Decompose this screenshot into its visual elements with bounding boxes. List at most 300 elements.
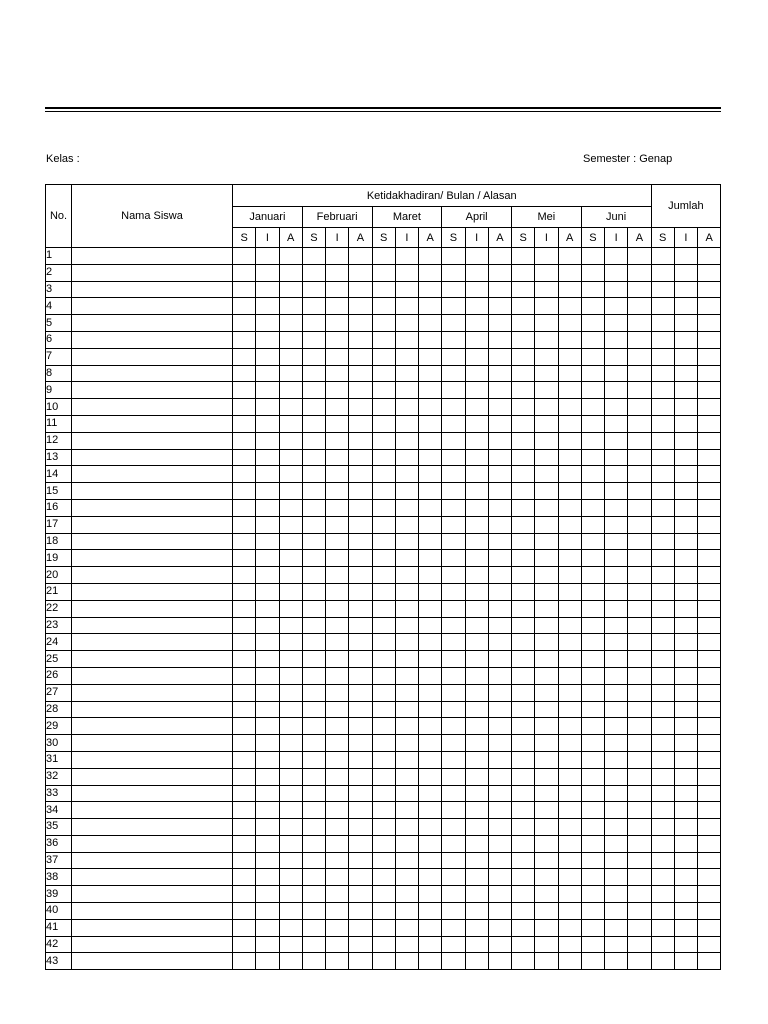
absence-cell[interactable] (698, 953, 721, 970)
absence-cell[interactable] (465, 348, 488, 365)
absence-cell[interactable] (349, 667, 372, 684)
absence-cell[interactable] (256, 936, 279, 953)
absence-cell[interactable] (488, 852, 511, 869)
absence-cell[interactable] (372, 264, 395, 281)
absence-cell[interactable] (698, 701, 721, 718)
absence-cell[interactable] (279, 248, 302, 265)
absence-cell[interactable] (698, 516, 721, 533)
absence-cell[interactable] (395, 432, 418, 449)
absence-cell[interactable] (465, 634, 488, 651)
absence-cell[interactable] (256, 399, 279, 416)
absence-cell[interactable] (256, 264, 279, 281)
absence-cell[interactable] (628, 315, 651, 332)
absence-cell[interactable] (419, 785, 442, 802)
absence-cell[interactable] (465, 718, 488, 735)
absence-cell[interactable] (581, 835, 604, 852)
absence-cell[interactable] (256, 852, 279, 869)
absence-cell[interactable] (651, 331, 674, 348)
absence-cell[interactable] (465, 735, 488, 752)
absence-cell[interactable] (442, 634, 465, 651)
absence-cell[interactable] (326, 751, 349, 768)
absence-cell[interactable] (279, 617, 302, 634)
absence-cell[interactable] (256, 768, 279, 785)
absence-cell[interactable] (279, 449, 302, 466)
absence-cell[interactable] (558, 802, 581, 819)
absence-cell[interactable] (349, 869, 372, 886)
absence-cell[interactable] (465, 953, 488, 970)
absence-cell[interactable] (465, 802, 488, 819)
absence-cell[interactable] (419, 684, 442, 701)
absence-cell[interactable] (535, 651, 558, 668)
absence-cell[interactable] (279, 802, 302, 819)
absence-cell[interactable] (605, 281, 628, 298)
absence-cell[interactable] (581, 634, 604, 651)
absence-cell[interactable] (326, 499, 349, 516)
absence-cell[interactable] (581, 751, 604, 768)
absence-cell[interactable] (558, 499, 581, 516)
absence-cell[interactable] (395, 516, 418, 533)
absence-cell[interactable] (698, 852, 721, 869)
absence-cell[interactable] (651, 785, 674, 802)
absence-cell[interactable] (581, 315, 604, 332)
absence-cell[interactable] (442, 483, 465, 500)
absence-cell[interactable] (279, 852, 302, 869)
absence-cell[interactable] (674, 953, 697, 970)
absence-cell[interactable] (233, 684, 256, 701)
absence-cell[interactable] (233, 886, 256, 903)
absence-cell[interactable] (279, 415, 302, 432)
absence-cell[interactable] (698, 348, 721, 365)
absence-cell[interactable] (465, 533, 488, 550)
absence-cell[interactable] (698, 533, 721, 550)
absence-cell[interactable] (326, 953, 349, 970)
absence-cell[interactable] (372, 953, 395, 970)
absence-cell[interactable] (698, 651, 721, 668)
absence-cell[interactable] (349, 483, 372, 500)
absence-cell[interactable] (302, 600, 325, 617)
absence-cell[interactable] (302, 634, 325, 651)
absence-cell[interactable] (233, 533, 256, 550)
absence-cell[interactable] (605, 382, 628, 399)
absence-cell[interactable] (256, 281, 279, 298)
absence-cell[interactable] (651, 886, 674, 903)
absence-cell[interactable] (302, 953, 325, 970)
absence-cell[interactable] (605, 298, 628, 315)
absence-cell[interactable] (698, 751, 721, 768)
absence-cell[interactable] (302, 718, 325, 735)
absence-cell[interactable] (674, 701, 697, 718)
absence-cell[interactable] (488, 667, 511, 684)
absence-cell[interactable] (535, 919, 558, 936)
absence-cell[interactable] (256, 718, 279, 735)
absence-cell[interactable] (256, 735, 279, 752)
absence-cell[interactable] (419, 802, 442, 819)
absence-cell[interactable] (419, 449, 442, 466)
absence-cell[interactable] (605, 667, 628, 684)
absence-cell[interactable] (535, 516, 558, 533)
absence-cell[interactable] (256, 466, 279, 483)
absence-cell[interactable] (581, 600, 604, 617)
absence-cell[interactable] (279, 466, 302, 483)
absence-cell[interactable] (302, 348, 325, 365)
absence-cell[interactable] (256, 348, 279, 365)
absence-cell[interactable] (279, 331, 302, 348)
absence-cell[interactable] (395, 835, 418, 852)
absence-cell[interactable] (256, 600, 279, 617)
absence-cell[interactable] (698, 684, 721, 701)
absence-cell[interactable] (419, 248, 442, 265)
absence-cell[interactable] (512, 785, 535, 802)
absence-cell[interactable] (558, 835, 581, 852)
absence-cell[interactable] (326, 869, 349, 886)
absence-cell[interactable] (349, 315, 372, 332)
absence-cell[interactable] (535, 264, 558, 281)
absence-cell[interactable] (349, 802, 372, 819)
absence-cell[interactable] (651, 751, 674, 768)
absence-cell[interactable] (651, 516, 674, 533)
absence-cell[interactable] (512, 768, 535, 785)
absence-cell[interactable] (535, 550, 558, 567)
absence-cell[interactable] (233, 701, 256, 718)
absence-cell[interactable] (674, 516, 697, 533)
absence-cell[interactable] (674, 751, 697, 768)
student-name-cell[interactable] (72, 667, 233, 684)
absence-cell[interactable] (465, 281, 488, 298)
absence-cell[interactable] (326, 533, 349, 550)
absence-cell[interactable] (674, 718, 697, 735)
absence-cell[interactable] (326, 466, 349, 483)
absence-cell[interactable] (395, 919, 418, 936)
absence-cell[interactable] (674, 634, 697, 651)
absence-cell[interactable] (558, 449, 581, 466)
absence-cell[interactable] (512, 281, 535, 298)
absence-cell[interactable] (488, 617, 511, 634)
absence-cell[interactable] (535, 483, 558, 500)
student-name-cell[interactable] (72, 802, 233, 819)
absence-cell[interactable] (326, 802, 349, 819)
absence-cell[interactable] (512, 953, 535, 970)
absence-cell[interactable] (605, 651, 628, 668)
absence-cell[interactable] (674, 331, 697, 348)
absence-cell[interactable] (419, 348, 442, 365)
absence-cell[interactable] (605, 567, 628, 584)
student-name-cell[interactable] (72, 348, 233, 365)
absence-cell[interactable] (302, 483, 325, 500)
absence-cell[interactable] (256, 617, 279, 634)
student-name-cell[interactable] (72, 751, 233, 768)
absence-cell[interactable] (233, 802, 256, 819)
absence-cell[interactable] (535, 735, 558, 752)
absence-cell[interactable] (442, 835, 465, 852)
absence-cell[interactable] (302, 617, 325, 634)
absence-cell[interactable] (674, 264, 697, 281)
student-name-cell[interactable] (72, 365, 233, 382)
student-name-cell[interactable] (72, 315, 233, 332)
absence-cell[interactable] (349, 298, 372, 315)
absence-cell[interactable] (372, 600, 395, 617)
absence-cell[interactable] (349, 768, 372, 785)
absence-cell[interactable] (512, 651, 535, 668)
absence-cell[interactable] (442, 903, 465, 920)
absence-cell[interactable] (372, 651, 395, 668)
absence-cell[interactable] (488, 600, 511, 617)
absence-cell[interactable] (395, 567, 418, 584)
absence-cell[interactable] (326, 399, 349, 416)
absence-cell[interactable] (488, 785, 511, 802)
absence-cell[interactable] (465, 315, 488, 332)
absence-cell[interactable] (442, 533, 465, 550)
absence-cell[interactable] (233, 516, 256, 533)
absence-cell[interactable] (628, 415, 651, 432)
absence-cell[interactable] (372, 365, 395, 382)
absence-cell[interactable] (233, 499, 256, 516)
absence-cell[interactable] (512, 315, 535, 332)
absence-cell[interactable] (372, 684, 395, 701)
absence-cell[interactable] (372, 802, 395, 819)
absence-cell[interactable] (256, 533, 279, 550)
absence-cell[interactable] (256, 516, 279, 533)
absence-cell[interactable] (674, 802, 697, 819)
absence-cell[interactable] (628, 718, 651, 735)
absence-cell[interactable] (581, 735, 604, 752)
absence-cell[interactable] (326, 315, 349, 332)
absence-cell[interactable] (442, 331, 465, 348)
absence-cell[interactable] (233, 617, 256, 634)
absence-cell[interactable] (256, 298, 279, 315)
absence-cell[interactable] (233, 315, 256, 332)
absence-cell[interactable] (395, 331, 418, 348)
absence-cell[interactable] (674, 617, 697, 634)
absence-cell[interactable] (302, 550, 325, 567)
absence-cell[interactable] (512, 718, 535, 735)
absence-cell[interactable] (698, 667, 721, 684)
absence-cell[interactable] (581, 382, 604, 399)
absence-cell[interactable] (395, 483, 418, 500)
absence-cell[interactable] (512, 382, 535, 399)
absence-cell[interactable] (419, 919, 442, 936)
absence-cell[interactable] (419, 701, 442, 718)
student-name-cell[interactable] (72, 331, 233, 348)
absence-cell[interactable] (628, 399, 651, 416)
absence-cell[interactable] (674, 667, 697, 684)
student-name-cell[interactable] (72, 919, 233, 936)
absence-cell[interactable] (581, 802, 604, 819)
absence-cell[interactable] (581, 348, 604, 365)
absence-cell[interactable] (233, 919, 256, 936)
absence-cell[interactable] (326, 264, 349, 281)
absence-cell[interactable] (605, 550, 628, 567)
absence-cell[interactable] (605, 248, 628, 265)
absence-cell[interactable] (233, 583, 256, 600)
student-name-cell[interactable] (72, 533, 233, 550)
absence-cell[interactable] (442, 886, 465, 903)
absence-cell[interactable] (628, 281, 651, 298)
absence-cell[interactable] (279, 785, 302, 802)
absence-cell[interactable] (279, 348, 302, 365)
student-name-cell[interactable] (72, 903, 233, 920)
absence-cell[interactable] (233, 819, 256, 836)
absence-cell[interactable] (395, 315, 418, 332)
absence-cell[interactable] (326, 735, 349, 752)
absence-cell[interactable] (488, 432, 511, 449)
absence-cell[interactable] (419, 936, 442, 953)
absence-cell[interactable] (256, 953, 279, 970)
student-name-cell[interactable] (72, 852, 233, 869)
absence-cell[interactable] (581, 248, 604, 265)
absence-cell[interactable] (326, 819, 349, 836)
absence-cell[interactable] (302, 835, 325, 852)
absence-cell[interactable] (326, 483, 349, 500)
absence-cell[interactable] (558, 600, 581, 617)
absence-cell[interactable] (256, 415, 279, 432)
absence-cell[interactable] (651, 802, 674, 819)
absence-cell[interactable] (395, 953, 418, 970)
absence-cell[interactable] (535, 331, 558, 348)
absence-cell[interactable] (419, 264, 442, 281)
absence-cell[interactable] (558, 331, 581, 348)
absence-cell[interactable] (605, 684, 628, 701)
absence-cell[interactable] (698, 634, 721, 651)
absence-cell[interactable] (651, 819, 674, 836)
absence-cell[interactable] (465, 936, 488, 953)
absence-cell[interactable] (581, 365, 604, 382)
absence-cell[interactable] (465, 432, 488, 449)
absence-cell[interactable] (698, 869, 721, 886)
absence-cell[interactable] (698, 735, 721, 752)
student-name-cell[interactable] (72, 835, 233, 852)
absence-cell[interactable] (395, 651, 418, 668)
absence-cell[interactable] (419, 315, 442, 332)
absence-cell[interactable] (279, 483, 302, 500)
absence-cell[interactable] (279, 298, 302, 315)
absence-cell[interactable] (628, 248, 651, 265)
absence-cell[interactable] (465, 651, 488, 668)
absence-cell[interactable] (558, 483, 581, 500)
absence-cell[interactable] (698, 936, 721, 953)
absence-cell[interactable] (535, 751, 558, 768)
absence-cell[interactable] (512, 567, 535, 584)
absence-cell[interactable] (674, 483, 697, 500)
absence-cell[interactable] (558, 634, 581, 651)
absence-cell[interactable] (395, 718, 418, 735)
absence-cell[interactable] (349, 684, 372, 701)
student-name-cell[interactable] (72, 415, 233, 432)
absence-cell[interactable] (419, 382, 442, 399)
absence-cell[interactable] (535, 953, 558, 970)
absence-cell[interactable] (326, 718, 349, 735)
absence-cell[interactable] (605, 348, 628, 365)
absence-cell[interactable] (558, 852, 581, 869)
absence-cell[interactable] (326, 936, 349, 953)
absence-cell[interactable] (395, 701, 418, 718)
absence-cell[interactable] (558, 735, 581, 752)
absence-cell[interactable] (465, 516, 488, 533)
absence-cell[interactable] (558, 751, 581, 768)
absence-cell[interactable] (512, 550, 535, 567)
absence-cell[interactable] (442, 936, 465, 953)
absence-cell[interactable] (349, 415, 372, 432)
absence-cell[interactable] (651, 499, 674, 516)
absence-cell[interactable] (512, 516, 535, 533)
absence-cell[interactable] (419, 852, 442, 869)
absence-cell[interactable] (442, 802, 465, 819)
absence-cell[interactable] (465, 919, 488, 936)
absence-cell[interactable] (372, 718, 395, 735)
absence-cell[interactable] (628, 466, 651, 483)
absence-cell[interactable] (651, 835, 674, 852)
absence-cell[interactable] (605, 768, 628, 785)
absence-cell[interactable] (674, 382, 697, 399)
absence-cell[interactable] (395, 936, 418, 953)
absence-cell[interactable] (651, 953, 674, 970)
absence-cell[interactable] (488, 533, 511, 550)
absence-cell[interactable] (419, 869, 442, 886)
absence-cell[interactable] (651, 617, 674, 634)
absence-cell[interactable] (465, 499, 488, 516)
absence-cell[interactable] (581, 415, 604, 432)
absence-cell[interactable] (302, 768, 325, 785)
absence-cell[interactable] (442, 869, 465, 886)
absence-cell[interactable] (581, 432, 604, 449)
absence-cell[interactable] (535, 298, 558, 315)
absence-cell[interactable] (279, 718, 302, 735)
absence-cell[interactable] (326, 785, 349, 802)
absence-cell[interactable] (628, 617, 651, 634)
absence-cell[interactable] (326, 281, 349, 298)
absence-cell[interactable] (279, 735, 302, 752)
absence-cell[interactable] (605, 802, 628, 819)
absence-cell[interactable] (698, 415, 721, 432)
absence-cell[interactable] (488, 399, 511, 416)
absence-cell[interactable] (535, 365, 558, 382)
absence-cell[interactable] (256, 903, 279, 920)
absence-cell[interactable] (419, 365, 442, 382)
absence-cell[interactable] (279, 432, 302, 449)
absence-cell[interactable] (581, 701, 604, 718)
absence-cell[interactable] (698, 600, 721, 617)
absence-cell[interactable] (651, 869, 674, 886)
absence-cell[interactable] (372, 852, 395, 869)
absence-cell[interactable] (256, 499, 279, 516)
absence-cell[interactable] (256, 751, 279, 768)
absence-cell[interactable] (302, 651, 325, 668)
absence-cell[interactable] (302, 499, 325, 516)
absence-cell[interactable] (279, 315, 302, 332)
absence-cell[interactable] (302, 365, 325, 382)
absence-cell[interactable] (628, 936, 651, 953)
absence-cell[interactable] (605, 819, 628, 836)
absence-cell[interactable] (605, 751, 628, 768)
absence-cell[interactable] (488, 348, 511, 365)
absence-cell[interactable] (628, 953, 651, 970)
absence-cell[interactable] (558, 651, 581, 668)
absence-cell[interactable] (512, 684, 535, 701)
absence-cell[interactable] (698, 835, 721, 852)
absence-cell[interactable] (488, 751, 511, 768)
absence-cell[interactable] (372, 667, 395, 684)
absence-cell[interactable] (581, 281, 604, 298)
absence-cell[interactable] (558, 432, 581, 449)
absence-cell[interactable] (488, 567, 511, 584)
absence-cell[interactable] (605, 953, 628, 970)
absence-cell[interactable] (279, 768, 302, 785)
absence-cell[interactable] (651, 248, 674, 265)
absence-cell[interactable] (674, 785, 697, 802)
student-name-cell[interactable] (72, 382, 233, 399)
absence-cell[interactable] (651, 432, 674, 449)
absence-cell[interactable] (302, 432, 325, 449)
absence-cell[interactable] (488, 248, 511, 265)
